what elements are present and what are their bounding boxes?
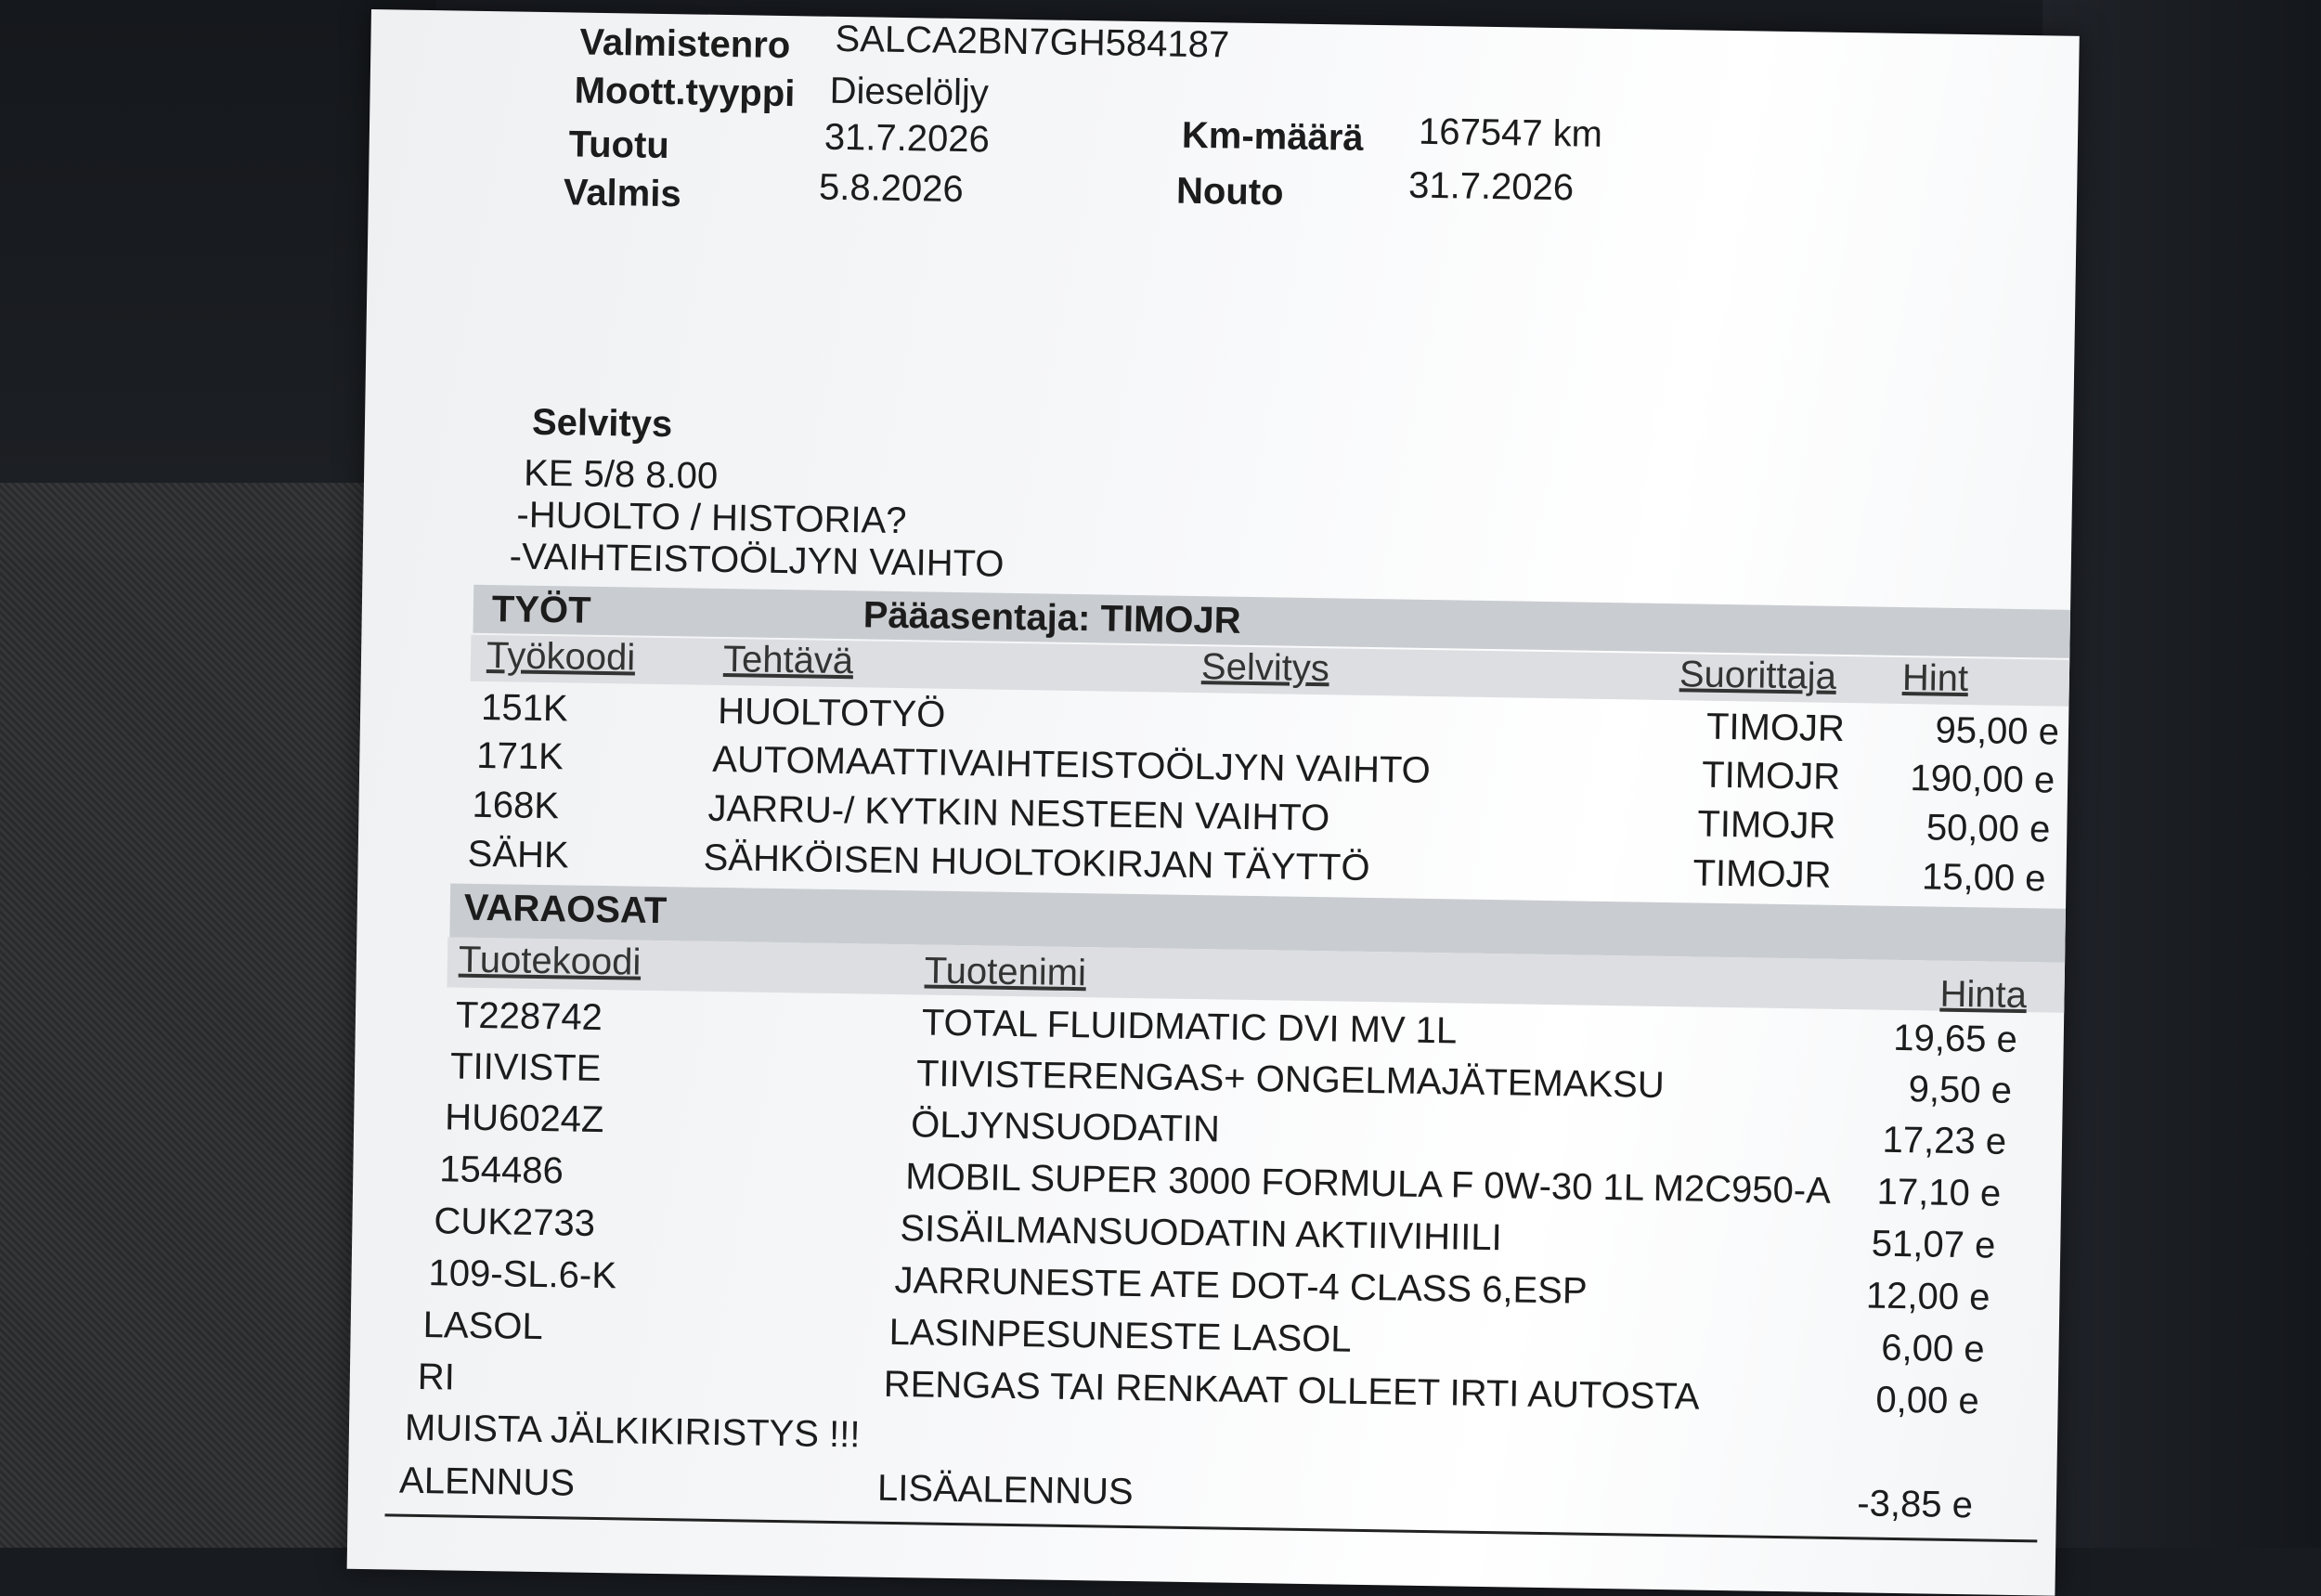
works-row-price: 50,00 e: [1926, 807, 2051, 850]
parts-row-code: LASOL: [422, 1304, 544, 1348]
works-row-task: AUTOMAATTIVAIHTEISTOÖLJYN VAIHTO: [712, 738, 1432, 792]
parts-row-price: 12,00 e: [1865, 1275, 1990, 1318]
parts-header-code: Tuotekoodi: [458, 939, 642, 983]
parts-row-price: 6,00 e: [1880, 1327, 1985, 1370]
notes-title: Selvitys: [531, 401, 673, 446]
works-row-code: 151K: [480, 686, 568, 730]
parts-row-price: 51,07 e: [1871, 1223, 1996, 1266]
works-mechanic: Pääasentaja: TIMOJR: [862, 594, 1241, 642]
engine-label: Moott.tyyppi: [574, 70, 796, 115]
works-row-task: JARRU-/ KYTKIN NESTEEN VAIHTO: [707, 787, 1330, 839]
vin-value: SALCA2BN7GH584187: [835, 18, 1230, 66]
parts-row-code: 154486: [439, 1148, 564, 1192]
in-label: Tuotu: [568, 123, 670, 167]
works-header-by: Suorittaja: [1679, 654, 1837, 697]
km-label: Km-määrä: [1181, 114, 1364, 159]
pickup-date: 31.7.2026: [1407, 164, 1575, 209]
works-row-task: HUOLTOTYÖ: [717, 690, 946, 735]
background-fabric: [0, 483, 390, 1548]
works-row-code: 171K: [476, 734, 564, 778]
works-row-price: 190,00 e: [1910, 758, 2055, 801]
parts-row-code: CUK2733: [434, 1200, 596, 1244]
notes-line: KE 5/8 8.00: [523, 452, 719, 497]
done-date: 5.8.2026: [818, 166, 965, 211]
parts-row-code: HU6024Z: [444, 1096, 604, 1141]
works-row-code: 168K: [472, 784, 560, 827]
parts-row-name: JARRUNESTE ATE DOT-4 CLASS 6,ESP: [894, 1260, 1588, 1312]
pickup-label: Nouto: [1175, 170, 1284, 214]
works-row-code: SÄHK: [467, 833, 569, 876]
engine-value: Dieselöljy: [829, 70, 990, 114]
parts-row-name: TOTAL FLUIDMATIC DVI MV 1L: [921, 1002, 1458, 1052]
in-date: 31.7.2026: [823, 116, 991, 161]
works-header-code: Työkoodi: [486, 635, 636, 679]
parts-row-name: SISÄILMANSUODATIN AKTIIVIHIILI: [900, 1208, 1503, 1259]
parts-row-name: MOBIL SUPER 3000 FORMULA F 0W-30 1L M2C950-A: [904, 1156, 1832, 1212]
works-row-by: TIMOJR: [1701, 754, 1841, 798]
parts-row-name: RENGAS TAI RENKAAT OLLEET IRTI AUTOSTA: [883, 1363, 1700, 1418]
parts-row-price: 0,00 e: [1875, 1379, 1980, 1422]
discount-code: ALENNUS: [398, 1460, 576, 1504]
works-row-price: 95,00 e: [1935, 709, 2060, 753]
parts-row-price: 17,10 e: [1876, 1171, 2002, 1214]
discount-price: -3,85 e: [1857, 1483, 1974, 1526]
works-header-task: Tehtävä: [722, 639, 854, 682]
works-row-by: TIMOJR: [1692, 852, 1832, 896]
notes-line: -VAIHTEISTOÖLJYN VAIHTO: [509, 536, 1005, 585]
parts-row-code: RI: [417, 1356, 456, 1398]
reminder-text: MUISTA JÄLKIKIRISTYS !!!: [404, 1407, 861, 1456]
parts-row-name: TIIVISTERENGAS+ ONGELMAJÄTEMAKSU: [915, 1053, 1666, 1107]
notes-line: -HUOLTO / HISTORIA?: [516, 494, 907, 542]
done-label: Valmis: [563, 172, 682, 215]
works-row-price: 15,00 e: [1921, 856, 2046, 900]
parts-row-name: ÖLJYNSUODATIN: [910, 1104, 1221, 1150]
works-header-desc: Selvitys: [1200, 646, 1330, 690]
parts-row-price: 9,50 e: [1908, 1069, 2013, 1111]
service-invoice-paper: [347, 9, 2080, 1596]
works-title: TYÖT: [491, 589, 591, 631]
parts-row-name: LASINPESUNESTE LASOL: [888, 1311, 1352, 1360]
works-row-by: TIMOJR: [1705, 706, 1846, 750]
works-row-by: TIMOJR: [1697, 803, 1836, 847]
km-value: 167547 km: [1418, 110, 1603, 155]
parts-row-price: 17,23 e: [1882, 1119, 2007, 1162]
parts-row-code: TIIVISTE: [449, 1045, 602, 1090]
works-row-task: SÄHKÖISEN HUOLTOKIRJAN TÄYTTÖ: [703, 837, 1370, 889]
vin-label: Valmistenro: [579, 21, 791, 67]
parts-row-code: T228742: [455, 994, 603, 1039]
parts-header-price: Hinta: [1939, 973, 2028, 1017]
works-header-price: Hint: [1901, 656, 1969, 700]
background-right: [2042, 0, 2321, 1548]
parts-title: VARAOSAT: [463, 887, 668, 932]
parts-row-code: 109-SL.6-K: [428, 1252, 617, 1297]
parts-header-name: Tuotenimi: [924, 950, 1087, 994]
parts-row-price: 19,65 e: [1892, 1017, 2018, 1060]
discount-name: LISÄALENNUS: [876, 1467, 1135, 1513]
